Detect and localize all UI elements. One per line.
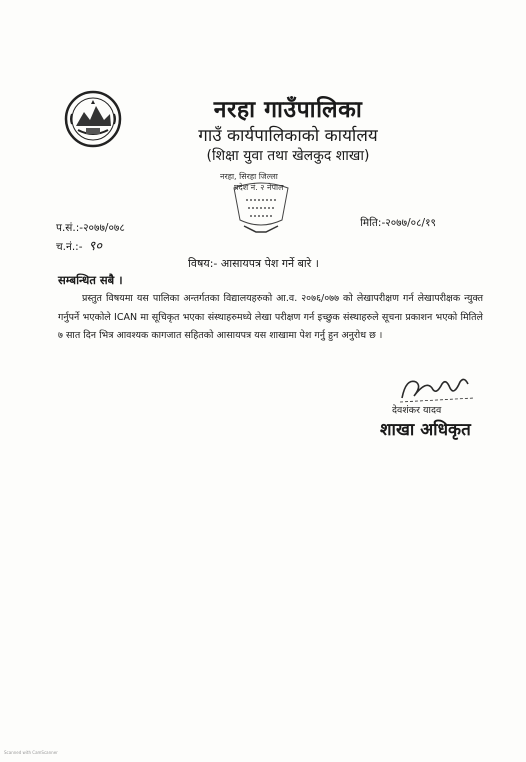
handwritten-signature — [396, 372, 478, 406]
reference-chn — [56, 236, 102, 254]
salutation: सम्बन्धित सबै । — [58, 273, 123, 287]
ps-label: प.सं.:- — [56, 222, 84, 234]
reference-ps — [56, 221, 125, 235]
stamp-line-1: नरहा, सिरहा जिल्ला — [220, 172, 278, 181]
ps-value: २०७७/०७८ — [83, 222, 125, 234]
office-subtitle: गाउँ कार्यपालिकाको कार्यालय — [198, 126, 378, 146]
chn-value: ९० — [88, 239, 103, 254]
office-name: नरहा गाउँपालिका — [213, 97, 363, 123]
date-value: २०७७/०८/१९ — [385, 217, 436, 229]
date-label: मिति:- — [360, 217, 386, 229]
section-name: (शिक्षा युवा तथा खेलकुद शाखा) — [206, 148, 370, 164]
letter-date — [360, 216, 436, 230]
chn-label: च.नं.:- — [56, 241, 83, 253]
office-seal-stamp — [216, 170, 306, 236]
scanner-watermark: Scanned with CamScanner — [4, 750, 58, 755]
signer-name: देवशंकर यादव — [392, 405, 442, 416]
letter-body: प्रस्तुत विषयमा यस पालिका अन्तर्गतका विद्यालयहरुको आ.व. २०७६/०७७ को लेखापरीक्षण गर्न लेखापरीक्षक न्युक्त गर्नुपर्ने भएकोले ICAN मा सूचिकृत भएका संस्थाहरुमध्ये लेखा परीक्षण गर्न इच्छुक संस्थाहरुले सूचना प्रकाशन भएको मितिले ७ सात दिन भित्र आवश्यक कागजात सहितको आसायपत्र यस शाखामा पेश गर्नु हुन अनुरोध छ । — [58, 293, 483, 341]
stamp-line-2: प्रदेश नं. २ नेपाल — [234, 183, 284, 192]
signer-title: शाखा अधिकृत — [380, 420, 471, 440]
letter-subject: विषय:- आसायपत्र पेश गर्ने बारे । — [188, 257, 319, 270]
